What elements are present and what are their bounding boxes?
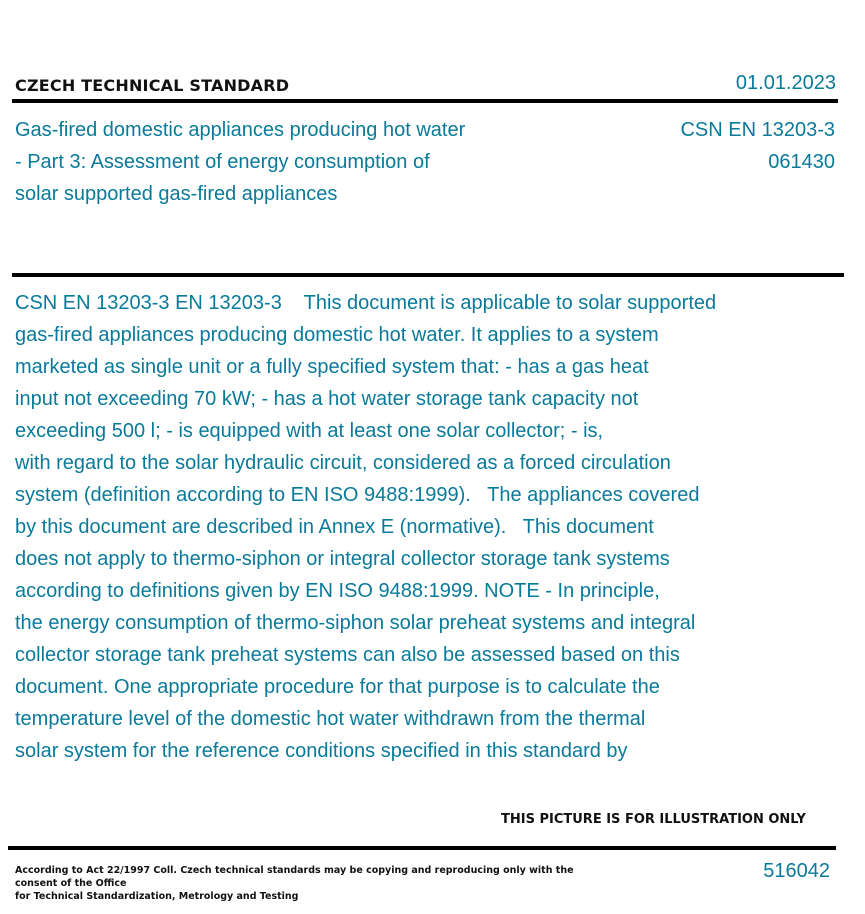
abstract-line: according to definitions given by EN ISO 9488:1999. NOTE - In principle, — [15, 580, 660, 602]
issue-date: 01.01.2023 — [735, 72, 836, 94]
copyright-note-line: According to Act 22/1997 Coll. Czech technical standards may be copying and reproducing only with the consent of the Office — [15, 865, 574, 889]
abstract-line: marketed as single unit or a fully specified system that: - has a gas heat — [15, 356, 649, 378]
section-rule — [12, 273, 844, 277]
document-title-line: - Part 3: Assessment of energy consumption of — [15, 151, 430, 173]
document-title-line: solar supported gas-fired appliances — [15, 183, 338, 205]
abstract-line: CSN EN 13203-3 EN 13203-3 This document is applicable to solar supported — [15, 292, 717, 314]
catalog-code: 516042 — [763, 860, 830, 882]
document-title-line: Gas-fired domestic appliances producing hot water — [15, 119, 466, 141]
abstract-line: exceeding 500 l; - is equipped with at least one solar collector; - is, — [15, 420, 604, 442]
illustration-notice: THIS PICTURE IS FOR ILLUSTRATION ONLY — [501, 812, 806, 827]
abstract-line: with regard to the solar hydraulic circuit, considered as a forced circulation — [15, 452, 671, 474]
header-rule — [12, 99, 838, 103]
footer-rule — [8, 846, 836, 850]
copyright-note-line: for Technical Standardization, Metrology and Testing — [15, 891, 299, 902]
class-code: 061430 — [768, 151, 835, 173]
abstract-line: gas-fired appliances producing domestic hot water. It applies to a system — [15, 324, 659, 346]
document-title — [15, 114, 515, 210]
abstract-line: document. One appropriate procedure for that purpose is to calculate the — [15, 676, 660, 698]
standard-number: CSN EN 13203-3 — [680, 119, 835, 141]
abstract-line: system (definition according to EN ISO 9488:1999). The appliances covered — [15, 484, 700, 506]
copyright-note — [15, 864, 595, 903]
abstract-line: does not apply to thermo-siphon or integral collector storage tank systems — [15, 548, 670, 570]
abstract-text — [15, 287, 815, 767]
abstract-line: temperature level of the domestic hot water withdrawn from the thermal — [15, 708, 646, 730]
abstract-line: input not exceeding 70 kW; - has a hot water storage tank capacity not — [15, 388, 639, 410]
abstract-line: by this document are described in Annex E (normative). This document — [15, 516, 654, 538]
standard-header-title: CZECH TECHNICAL STANDARD — [15, 76, 290, 95]
abstract-line: solar system for the reference conditions specified in this standard by — [15, 740, 628, 762]
standard-codes — [680, 114, 835, 178]
abstract-line: the energy consumption of thermo-siphon solar preheat systems and integral — [15, 612, 696, 634]
abstract-line: collector storage tank preheat systems can also be assessed based on this — [15, 644, 680, 666]
